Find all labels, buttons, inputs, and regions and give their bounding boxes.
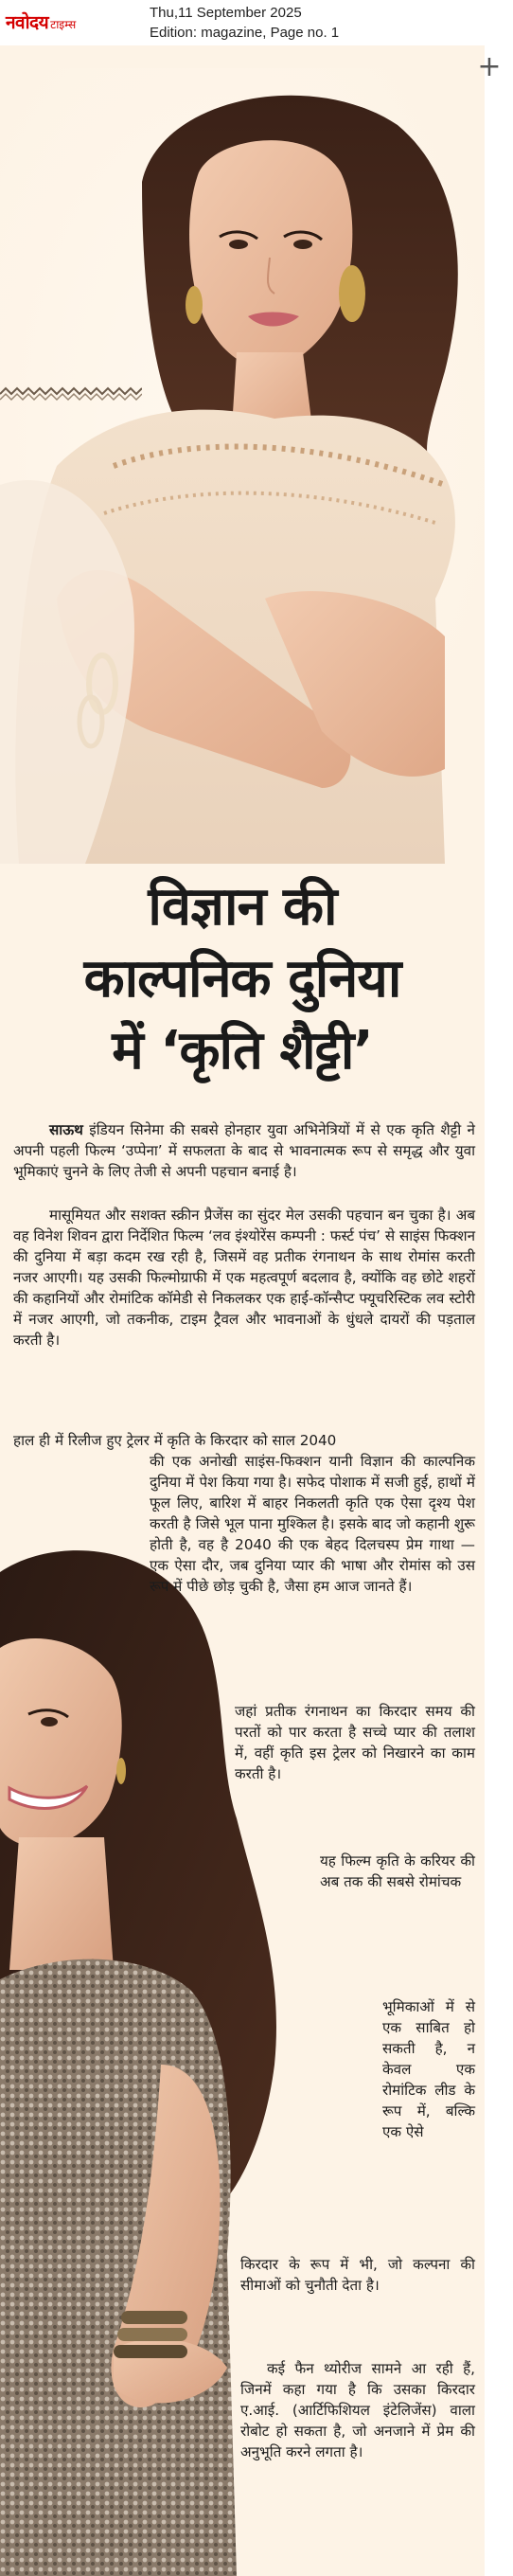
article-paragraph-3: की एक अनोखी साइंस-फिक्शन यानी विज्ञान की काल्पनिक दुनिया में पेश किया गया है। सफेद पोशाक में सजी हुई, हाथों में फूल लिए, बारिश में बाहर निकलती कृति एक ऐसा दृश्य पेश करती है जिसे भूल पाना मुश्किल है। इसके बाद जो कहानी शुरू होती है, वह है 2040 की एक बेहद दिलचस्प प्रेम गाथा — एक ऐसा दौर, जब दुनिया प्यार की भाषा और रोमांस को उस रूप में पीछे छोड़ चुकी है, जैसा हम आज जानते हैं। — [150, 1453, 475, 1595]
article-paragraph-6: कई फैन थ्योरीज सामने आ रही हैं, जिनमें कहा गया है कि उसका किरदार ए.आई. (आर्टिफिशियल इंटेलिजेंस) वाला रोबोट हो सकता है, जो अनजाने में प्रेम की अनुभूति करने लगता है। — [240, 2360, 475, 2460]
paragraph-1-text: इंडियन सिनेमा की सबसे होनहार युवा अभिनेत्रियों में से एक कृति शैट्टी ने अपनी पहली फिल्म ‘उप्पेना’ में सफलता के बाद से भावनात्मक रूप से समृद्ध और युवा भूमिकाएं चुनने के लिए तेजी से अपनी पहचान बनाई है। — [13, 1121, 475, 1180]
edition-info — [150, 3, 339, 43]
newspaper-logo[interactable] — [6, 6, 76, 38]
article-headline — [0, 871, 485, 1087]
article-paragraph-5-start: यह फिल्म कृति के करियर की अब तक की सबसे रोमांचक — [320, 1852, 475, 1890]
hero-photo-art — [0, 68, 485, 864]
top-bar — [0, 0, 513, 46]
edition-page: Edition: magazine, Page no. 1 — [150, 25, 340, 41]
page-margin — [485, 45, 513, 2576]
edition-date: Thu,11 September 2025 — [150, 5, 302, 21]
article-paragraph-1 — [13, 1119, 475, 1182]
headline-line-1: विज्ञान की — [148, 876, 337, 938]
headline-line-3: में ‘कृति शैट्टी’ — [112, 1020, 373, 1082]
article-paragraph-3-start: हाल ही में रिलीज हुए ट्रेलर में कृति के किरदार को साल 2040 — [13, 1432, 337, 1449]
article-paragraph-2: मासूमियत और सशक्त स्क्रीन प्रैजेंस का सुंदर मेल उसकी पहचान बन चुका है। अब वह विनेश शिवन द्वारा निर्देशित फिल्म ‘लव इंश्योरेंस कम्पनी : फर्स्ट पंच’ से साइंस फिक्शन की दुनिया में बड़ा कदम रख रही है, जिसमें वह प्रतीक रंगनाथन के साथ रोमांस करती नजर आएगी। यह उसकी फिल्मोग्राफी में एक महत्वपूर्ण बदलाव है, क्योंकि वह छोटे शहरों की कहानियों और रोमांटिक कॉमेडी से निकलकर एक हाई-कॉन्सैप्ट फ्यूचरिस्टिक लव स्टोरी में नजर आएगी, जो तकनीक, टाइम ट्रैवल और भावनाओं के धुंधले दायरों की पड़ताल करती है। — [13, 1207, 475, 1349]
article-paragraph-5-end: किरदार के रूप में भी, जो कल्पना की सीमाओं को चुनौती देता है। — [240, 2256, 475, 2294]
plus-icon[interactable]: + — [477, 50, 502, 83]
hero-photo — [0, 68, 485, 864]
logo-sub-text: टाइम्स — [50, 17, 77, 31]
headline-line-2: काल्पनिक दुनिया — [83, 948, 401, 1010]
article-paragraph-4: जहां प्रतीक रंगनाथन का किरदार समय की परतों को पार करता है सच्चे प्यार की तलाश में, वहीं कृति इस ट्रेलर को निखारने का काम करती है। — [235, 1703, 475, 1782]
lead-word: साऊथ — [49, 1121, 83, 1138]
logo-main-text: नवोदय — [6, 12, 49, 33]
article-paragraph-5-middle: भूमिकाओं में से एक साबित हो सकती है, न केवल एक रोमांटिक लीड के रूप में, बल्कि एक ऐसे — [382, 1998, 475, 2140]
lace-decoration — [0, 386, 142, 402]
